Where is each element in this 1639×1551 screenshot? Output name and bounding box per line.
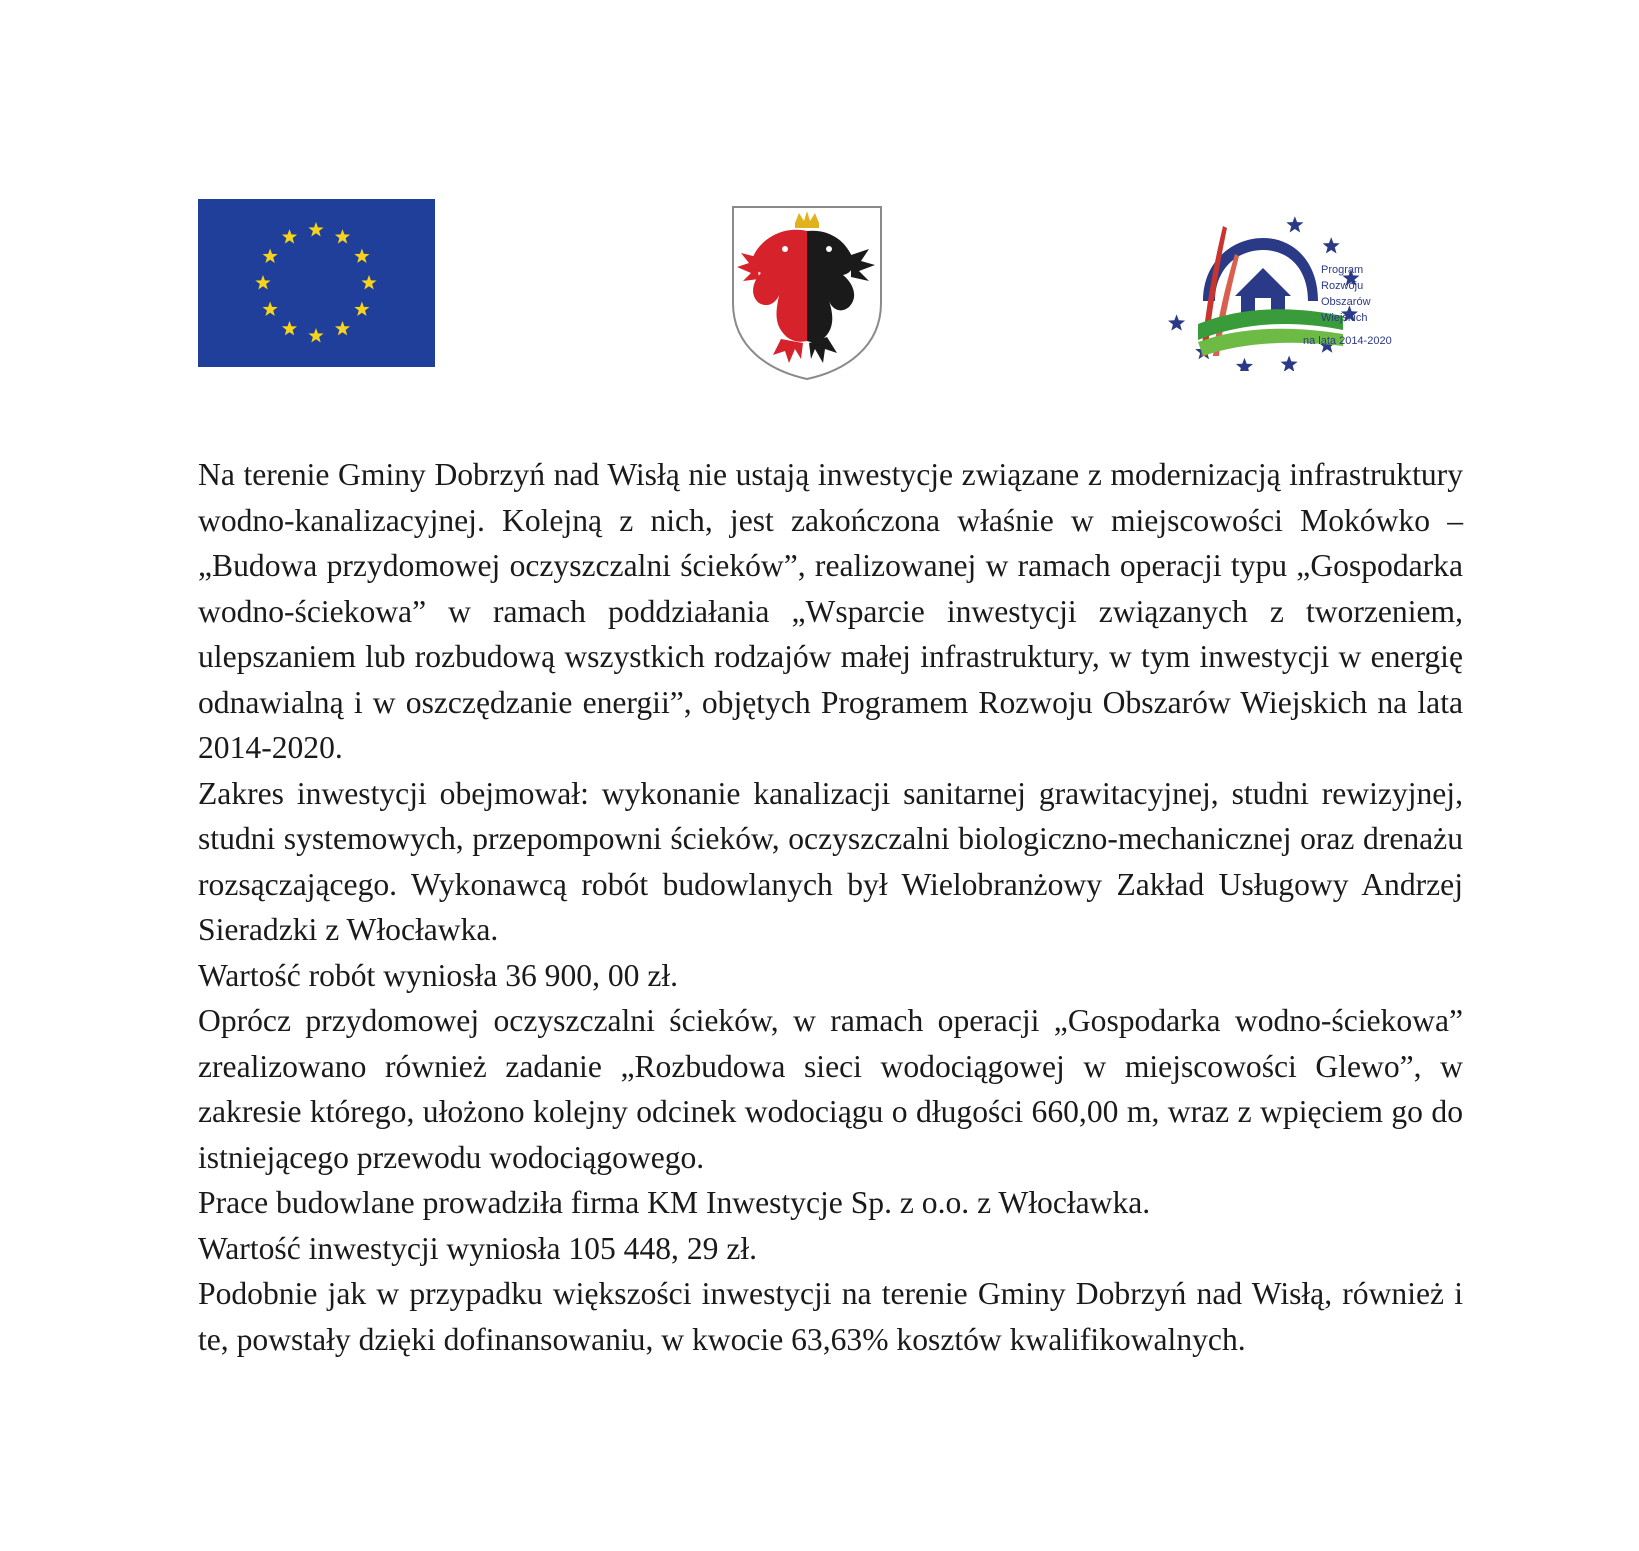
eu-flag-icon (198, 199, 435, 367)
paragraph-cost-2: Wartość inwestycji wyniosła 105 448, 29 zł. (198, 1230, 758, 1266)
prow-star-icon (1286, 216, 1303, 232)
prow-star-icon (1323, 237, 1340, 253)
prow-line: Wiejskich (1321, 312, 1368, 324)
prow-line: Rozwoju (1321, 280, 1364, 292)
paragraph-glewo: Oprócz przydomowej oczyszczalni ścieków, w ramach operacji „Gospodarka wodno-ściekowa” zrealizowano również zadanie „Rozbudowa sieci wodociągowej w miejscowości Glewo”, w zakresie którego, ułożono kolejny odcinek wodociągu o długości 660,00 m, wraz z wpięciem go do istniejącego przewodu wodociągowego. (198, 1003, 1463, 1175)
prow-line: Obszarów (1321, 296, 1371, 308)
article-body (198, 452, 1463, 1362)
paragraph-intro: Na terenie Gminy Dobrzyń nad Wisłą nie ustają inwestycje związane z modernizacją infrastruktury wodno-kanalizacyjnej. Kolejną z nich, jest zakończona właśnie w miejscowości Mokówko – „Budowa przydomowej oczyszczalni ścieków”, realizowanej w ramach operacji typu „Gospodarka wodno-ściekowa” w ramach poddziałania „Wsparcie inwestycji związanych z tworzeniem, ulepszaniem lub rozbudową wszystkich rodzajów małej infrastruktury, w tym inwestycji w energię odnawialną i w oszczędzanie energii”, objętych Programem Rozwoju Obszarów Wiejskich na lata 2014-2020. (198, 457, 1463, 765)
prow-star-icon (1236, 358, 1253, 371)
paragraph-scope: Zakres inwestycji obejmował: wykonanie kanalizacji sanitarnej grawitacyjnej, studni rewizyjnej, studni systemowych, przepompowni ścieków, oczyszczalni biologiczno-mechanicznej oraz drenażu rozsączającego. Wykonawcą robót budowlanych był Wielobranżowy Zakład Usługowy Andrzej Sieradzki z Włocławka. (198, 775, 1463, 947)
coat-of-arms-icon (729, 203, 885, 383)
prow-logo-text (1321, 262, 1371, 326)
prow-star-icon (1168, 314, 1185, 330)
logo-row (0, 0, 1639, 420)
prow-line: Program (1321, 264, 1364, 276)
paragraph-contractor: Prace budowlane prowadziła firma KM Inwestycje Sp. z o.o. z Włocławka. (198, 1185, 1151, 1220)
prow-years: na lata 2014-2020 (1303, 335, 1392, 347)
prow-star-icon (1281, 355, 1298, 371)
paragraph-funding: Podobnie jak w przypadku większości inwestycji na terenie Gminy Dobrzyń nad Wisłą, również i te, powstały dzięki dofinansowaniu, w kwocie 63,63% kosztów kwalifikowalnych. (198, 1276, 1463, 1357)
paragraph-cost-1: Wartość robót wyniosła 36 900, 00 zł. (198, 957, 679, 993)
